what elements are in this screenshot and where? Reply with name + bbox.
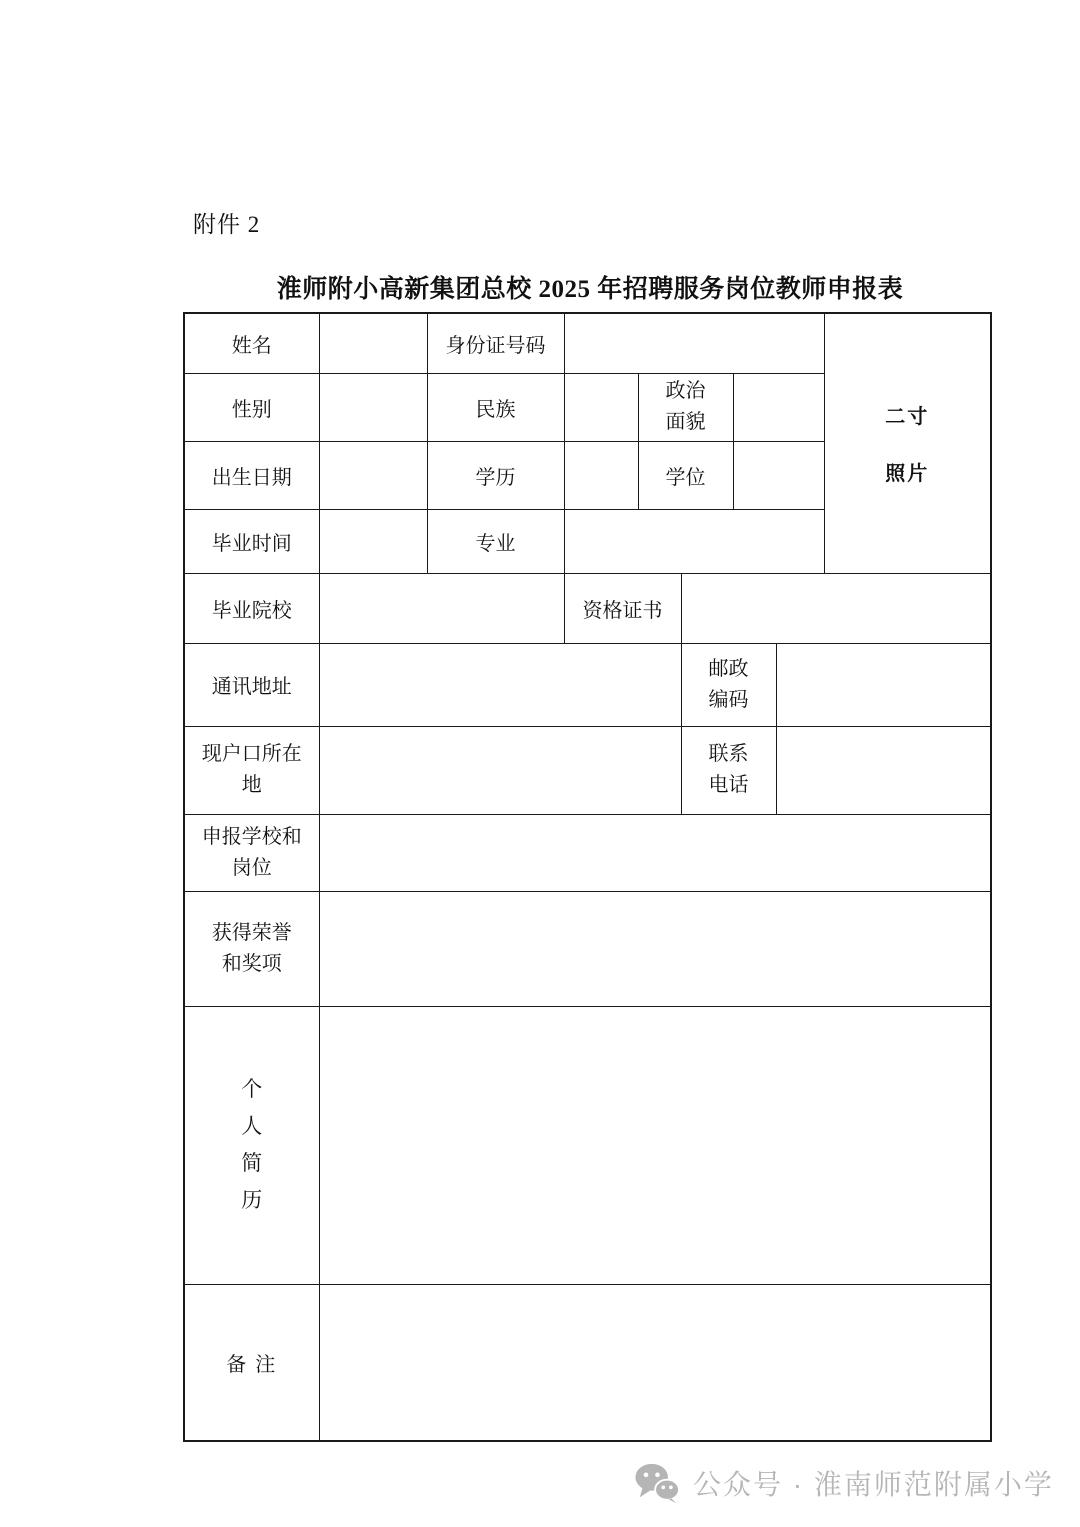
table-row	[184, 1006, 991, 1284]
field-value-education	[564, 441, 638, 509]
field-label-graduation-time: 毕业时间	[184, 509, 319, 573]
field-label-postal-code: 邮政 编码	[681, 643, 776, 726]
field-label-resume: 个 人 简 历	[184, 1006, 319, 1284]
table-row	[184, 814, 991, 891]
wechat-icon	[634, 1462, 680, 1504]
field-label-education: 学历	[427, 441, 564, 509]
field-label-political-status: 政治 面貌	[638, 373, 733, 441]
field-value-remarks	[319, 1284, 991, 1441]
field-label-mailing-address: 通讯地址	[184, 643, 319, 726]
field-label-graduation-school: 毕业院校	[184, 573, 319, 643]
field-value-applied-school-position	[319, 814, 991, 891]
table-row	[184, 313, 991, 373]
field-label-remarks: 备 注	[184, 1284, 319, 1441]
attachment-label: 附件 2	[193, 212, 261, 237]
field-value-political-status	[733, 373, 824, 441]
field-value-name	[319, 313, 427, 373]
field-label-contact-phone: 联系 电话	[681, 726, 776, 814]
table-row	[184, 1284, 991, 1441]
field-value-major	[564, 509, 824, 573]
field-value-resume	[319, 1006, 991, 1284]
field-value-honors-awards	[319, 891, 991, 1006]
field-label-gender: 性别	[184, 373, 319, 441]
field-value-graduation-time	[319, 509, 427, 573]
field-label-household-registration: 现户口所在 地	[184, 726, 319, 814]
field-value-contact-phone	[776, 726, 991, 814]
field-value-qualification-certificate	[681, 573, 991, 643]
photo-label-line2: 照片	[885, 463, 930, 486]
table-row	[184, 891, 991, 1006]
field-value-birth-date	[319, 441, 427, 509]
table-row	[184, 726, 991, 814]
field-label-degree: 学位	[638, 441, 733, 509]
field-label-id-number: 身份证号码	[427, 313, 564, 373]
field-label-name: 姓名	[184, 313, 319, 373]
field-value-ethnicity	[564, 373, 638, 441]
photo-label-line1: 二寸	[885, 406, 930, 429]
field-value-gender	[319, 373, 427, 441]
wechat-watermark	[634, 1462, 1054, 1504]
field-label-ethnicity: 民族	[427, 373, 564, 441]
photo-placeholder	[824, 313, 991, 573]
field-value-postal-code	[776, 643, 991, 726]
table-row	[184, 573, 991, 643]
field-value-id-number	[564, 313, 824, 373]
field-value-degree	[733, 441, 824, 509]
field-label-honors-awards: 获得荣誉 和奖项	[184, 891, 319, 1006]
field-value-household-registration	[319, 726, 681, 814]
field-value-graduation-school	[319, 573, 564, 643]
field-label-major: 专业	[427, 509, 564, 573]
application-form-table	[183, 312, 992, 1442]
table-row	[184, 643, 991, 726]
field-label-applied-school-position: 申报学校和 岗位	[184, 814, 319, 891]
page-title: 淮师附小高新集团总校 2025 年招聘服务岗位教师申报表	[276, 276, 904, 303]
field-label-birth-date: 出生日期	[184, 441, 319, 509]
field-value-mailing-address	[319, 643, 681, 726]
field-label-qualification-certificate: 资格证书	[564, 573, 681, 643]
watermark-text: 公众号 · 淮南师范附属小学	[693, 1469, 1054, 1500]
